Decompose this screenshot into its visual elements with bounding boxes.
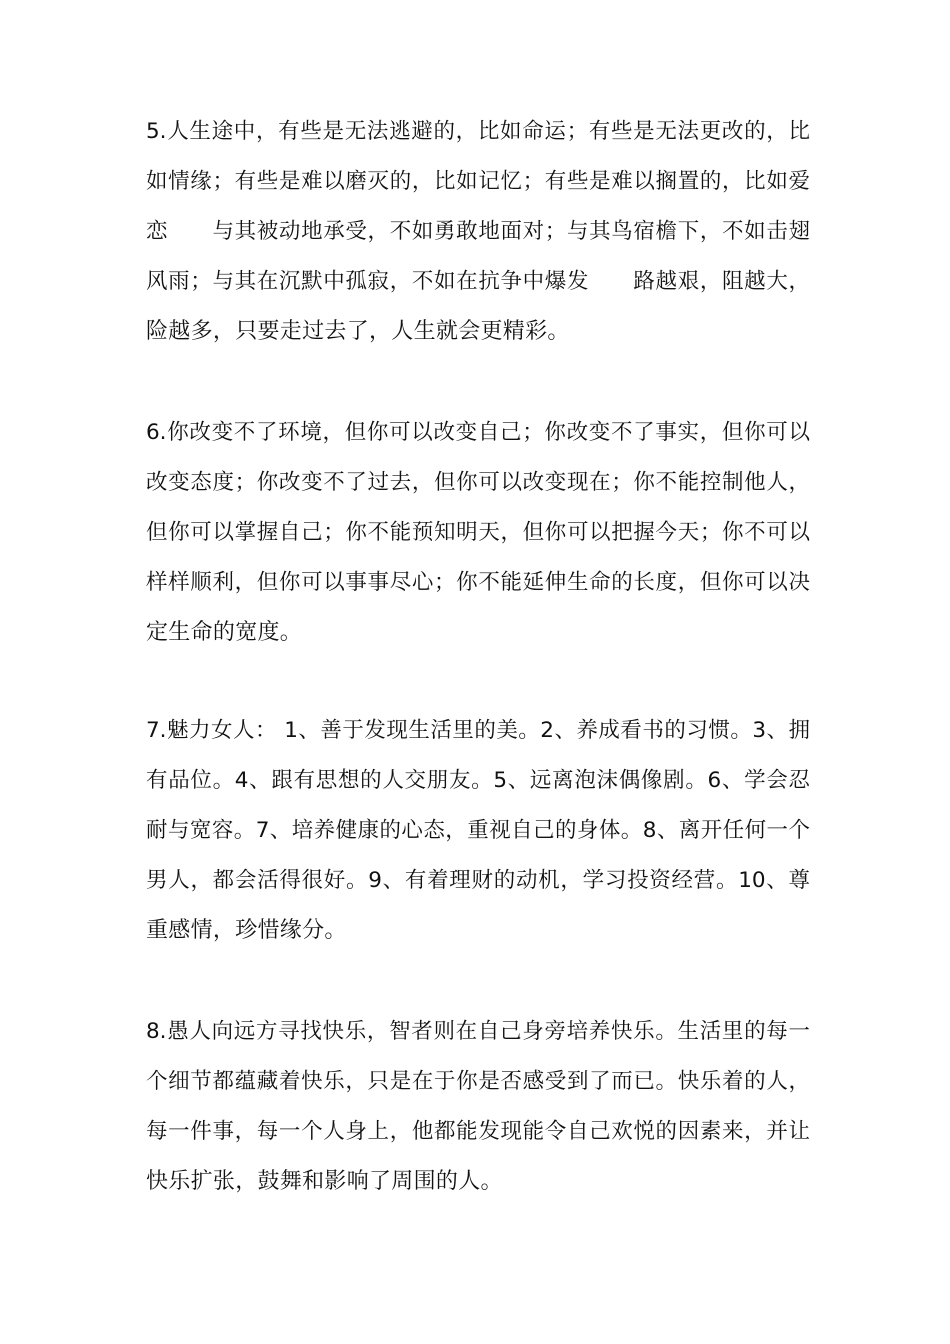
paragraph-line: 重感情，珍惜缘分。 [146,918,347,943]
paragraph-5 [146,107,810,357]
paragraph-line: 6.你改变不了环境，但你可以改变自己；你改变不了事实，但你可以 [146,420,810,445]
paragraph-line: 恋 与其被动地承受，不如勇敢地面对；与其鸟宿檐下，不如击翅 [146,219,810,244]
paragraph-7 [146,706,810,956]
paragraph-line: 男人，都会活得很好。9、有着理财的动机，学习投资经营。10、尊 [146,868,810,893]
paragraph-line: 险越多，只要走过去了，人生就会更精彩。 [146,319,570,344]
paragraph-line: 个细节都蕴藏着快乐，只是在于你是否感受到了而已。快乐着的人， [146,1069,810,1094]
paragraph-line: 每一件事，每一个人身上，他都能发现能令自己欢悦的因素来，并让 [146,1119,810,1144]
paragraph-line: 有品位。4、跟有思想的人交朋友。5、远离泡沫偶像剧。6、学会忍 [146,768,810,793]
paragraph-line: 如情缘；有些是难以磨灭的，比如记忆；有些是难以搁置的，比如爱 [146,169,810,194]
paragraph-8 [146,1007,810,1207]
paragraph-line: 7.魅力女人： 1、善于发现生活里的美。2、养成看书的习惯。3、拥 [146,718,810,743]
paragraph-line: 改变态度；你改变不了过去，但你可以改变现在；你不能控制他人， [146,470,810,495]
paragraph-line: 样样顺利，但你可以事事尽心；你不能延伸生命的长度，但你可以决 [146,570,810,595]
paragraph-line: 定生命的宽度。 [146,620,303,645]
paragraph-line: 5.人生途中，有些是无法逃避的，比如命运；有些是无法更改的，比 [146,119,810,144]
paragraph-line: 风雨；与其在沉默中孤寂，不如在抗争中爆发 路越艰，阻越大， [146,269,810,294]
paragraph-line: 耐与宽容。7、培养健康的心态，重视自己的身体。8、离开任何一个 [146,818,810,843]
paragraph-6 [146,408,810,658]
paragraph-line: 但你可以掌握自己；你不能预知明天，但你可以把握今天；你不可以 [146,520,810,545]
paragraph-line: 快乐扩张，鼓舞和影响了周围的人。 [146,1169,503,1194]
paragraph-line: 8.愚人向远方寻找快乐，智者则在自己身旁培养快乐。生活里的每一 [146,1019,810,1044]
